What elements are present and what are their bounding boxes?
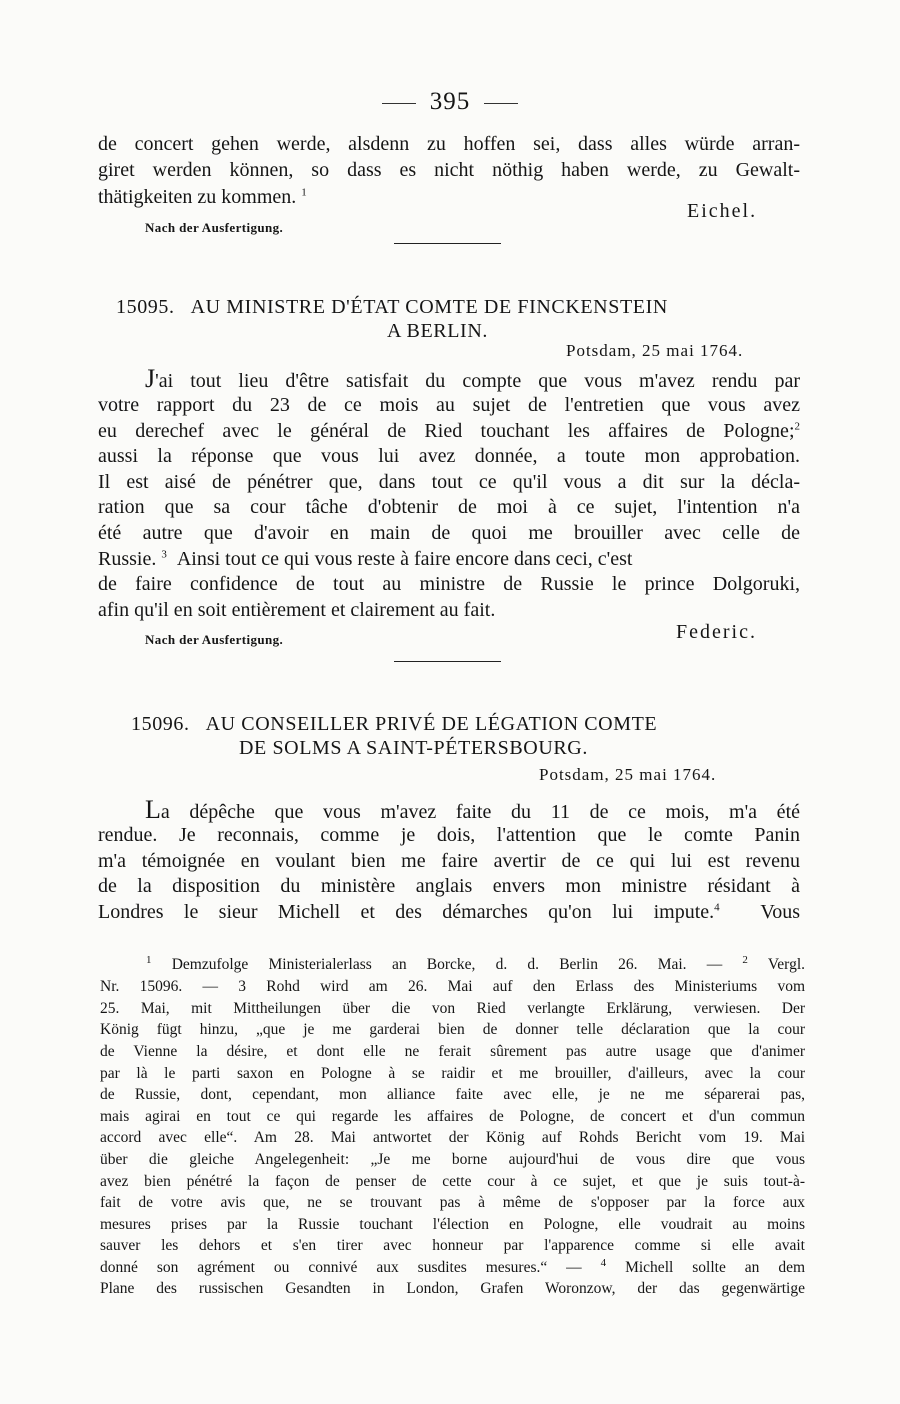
intro-signature: Eichel. (687, 200, 758, 222)
letter2-line-5-tail: Vous (760, 901, 801, 923)
footnote-line-15 (100, 1257, 805, 1279)
page-number-dash-left (382, 103, 416, 104)
letter2-number: 15096. (131, 713, 190, 735)
page-number-dash-right (484, 103, 518, 104)
footnote-line-1 (146, 954, 805, 976)
letter1-line-8-start: Russie. (98, 548, 157, 570)
footnote-ref-1: 1 (301, 186, 307, 199)
letter2-line-1-text: a dépêche que vous m'avez faite du 11 de ce mois, m'a été (160, 801, 800, 823)
footnote-4-text: Michell sollte an dem (625, 1259, 806, 1276)
letter1-line-10: afin qu'il en soit entièrement et clairement au fait. (98, 599, 496, 621)
letter2-heading-line1 (131, 711, 657, 737)
letter2-line-5 (98, 899, 800, 925)
letter1-line-4: aussi la réponse que vous lui avez donnée, a toute mon approbation. (98, 445, 800, 467)
footnote-line-14: sauver les dehors et s'en tirer avec honneur par l'apparence comme si elle avait (100, 1237, 805, 1254)
section-divider-2 (394, 661, 501, 662)
letter1-line-5: Il est aisé de pénétrer que, dans tout ce qu'il vous a dit sur la décla- (98, 471, 800, 493)
intro-line-2: giret werden können, so dass es nicht nöthig haben werde, zu Gewalt- (98, 159, 800, 181)
footnote-4-mark: 4 (600, 1256, 607, 1269)
footnote-line-16: Plane des russischen Gesandten in London, Grafen Woronzow, der das gegenwärtige (100, 1280, 805, 1297)
letter1-line-1 (145, 366, 800, 392)
footnote-ref-2: 2 (794, 420, 800, 433)
footnote-line-11: avez bien pénétré la façon de penser de cette cour à ce sujet, et que je suis tout-à- (100, 1173, 805, 1190)
letter1-initial: J (145, 364, 156, 393)
footnote-line-13: mesures prises par la Russie touchant l'élection en Pologne, elle voudrait au moins (100, 1216, 805, 1233)
footnote-line-9: accord avec elle“. Am 28. Mai antwortet der König auf Rohds Bericht vom 19. Mai (100, 1129, 805, 1146)
letter1-line-9: de faire confidence de tout au ministre de Russie le prince Dolgoruki, (98, 573, 800, 595)
letter1-line-3 (98, 418, 800, 444)
footnote-line-15-text: donné son agrément ou connivé aux susdites mesures.“ — (100, 1259, 582, 1276)
footnote-ref-4: 4 (714, 901, 720, 914)
letter1-heading-line2: A BERLIN. (387, 320, 488, 342)
letter2-line-1 (145, 797, 800, 823)
footnote-line-4: König fügt hinzu, „que je me garderai bien de donner telle déclaration que la cour (100, 1021, 805, 1038)
footnote-line-3: 25. Mai, mit Mittheilungen über die von Ried verlangte Erklärung, verwiesen. Der (100, 1000, 805, 1017)
page-number-text: 395 (429, 88, 471, 115)
letter2-initial: L (145, 795, 161, 824)
letter1-line-8-rest: Ainsi tout ce qui vous reste à faire encore dans ceci, c'est (176, 548, 633, 570)
page-number (0, 88, 900, 116)
footnote-line-2: Nr. 15096. — 3 Rohd wird am 26. Mai auf den Erlass des Ministeriums vom (100, 978, 805, 995)
letter2-heading-line2: DE SOLMS A SAINT-PÉTERSBOURG. (239, 737, 588, 759)
letter1-line-7: été autre que d'avoir en main de quoi me brouiller avec celle de (98, 522, 800, 544)
footnote-line-8: mais agirai en tout ce qui regarde les affaires de Pologne, de concert et d'un commun (100, 1108, 805, 1125)
footnote-line-1-text: Demzufolge Ministerialerlass an Borcke, d. d. Berlin 26. Mai. — (171, 956, 723, 973)
letter1-line-1-text: 'ai tout lieu d'être satisfait du compte que vous m'avez rendu par (155, 370, 800, 392)
letter2-line-2: rendue. Je reconnais, comme je dois, l'attention que le comte Panin (98, 824, 800, 846)
letter1-line-8 (98, 546, 800, 572)
letter1-heading-line1 (116, 294, 668, 320)
footnote-1-mark: 1 (146, 953, 152, 966)
footnote-line-10: über die gleiche Angelegenheit: „Je me borne aujourd'hui de vous dire que vous (100, 1151, 805, 1168)
footnote-line-5: de Vienne la désire, et dont elle ne ferait sûrement pas autre usage que d'animer (100, 1043, 805, 1060)
intro-source-note: Nach der Ausfertigung. (145, 220, 284, 235)
intro-line-3-text: thätigkeiten zu kommen. (98, 186, 297, 208)
footnote-2-mark: 2 (742, 953, 748, 966)
letter1-number: 15095. (116, 296, 175, 318)
letter1-line-3-text: eu derechef avec le général de Ried touchant les affaires de Pologne; (98, 420, 795, 442)
letter1-place-date: Potsdam, 25 mai 1764. (566, 341, 744, 360)
footnote-line-7: de Russie, dont, cependant, mon alliance faite avec elle, je ne me séparerai pas, (100, 1086, 805, 1103)
intro-line-1: de concert gehen werde, alsdenn zu hoffen sei, dass alles würde arran- (98, 133, 800, 155)
letter2-heading-text: AU CONSEILLER PRIVÉ DE LÉGATION COMTE (205, 713, 658, 735)
letter2-line-4: de la disposition du ministère anglais envers mon ministre résidant à (98, 875, 800, 897)
letter2-place-date: Potsdam, 25 mai 1764. (539, 765, 717, 784)
footnote-line-6: par là le parti saxon en Pologne à se raidir et me brouiller, d'ailleurs, avec la cour (100, 1065, 805, 1082)
letter2-line-5-text: Londres le sieur Michell et des démarches qu'on lui impute. (98, 901, 715, 923)
footnote-ref-3: 3 (161, 548, 167, 561)
letter1-line-2: votre rapport du 23 de ce mois au sujet de l'entretien que vous avez (98, 394, 800, 416)
letter1-heading-text: AU MINISTRE D'ÉTAT COMTE DE FINCKENSTEIN (190, 296, 668, 318)
footnote-line-12: fait de votre avis que, ne se trouvant pas à même de s'opposer par la force aux (100, 1194, 805, 1211)
letter1-source-note: Nach der Ausfertigung. (145, 632, 284, 647)
letter1-line-6: ration que sa cour tâche d'obtenir de moi à ce sujet, l'intention n'a (98, 496, 800, 518)
footnote-2-text: Vergl. (767, 956, 805, 973)
letter2-line-3: m'a témoignée en voulant bien me faire avertir de ce qui lui est revenu (98, 850, 800, 872)
section-divider-1 (394, 243, 501, 244)
letter1-signature: Federic. (676, 621, 757, 643)
